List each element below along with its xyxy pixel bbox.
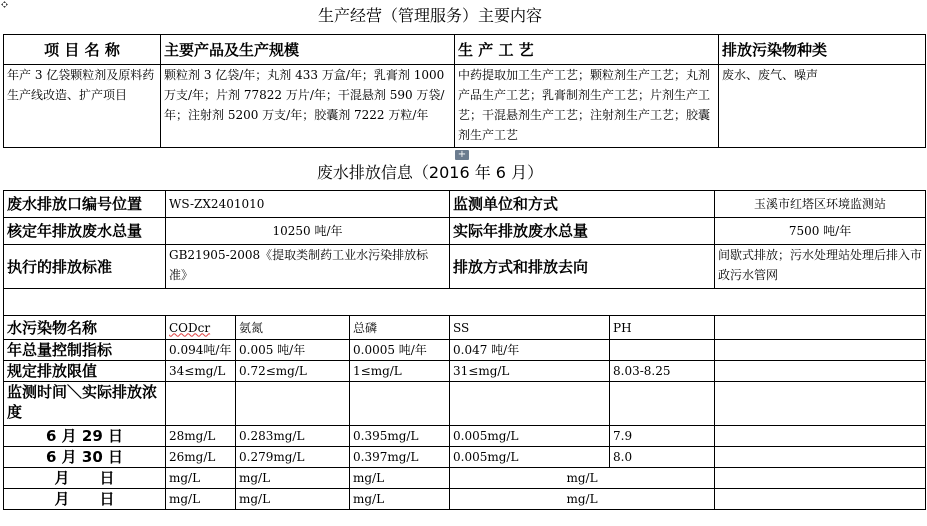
monitor-value: 玉溪市红塔区环境监测站 bbox=[715, 191, 926, 218]
pollutant-codcr: CODcr bbox=[166, 316, 236, 340]
standard-row bbox=[4, 245, 926, 289]
standard-label: 执行的排放标准 bbox=[4, 245, 166, 289]
blank-cell bbox=[4, 289, 926, 316]
method-label: 排放方式和排放去向 bbox=[450, 245, 715, 289]
monitor-label: 监测单位和方式 bbox=[450, 191, 715, 218]
project-name-cell: 年产 3 亿袋颗粒剂及原料药生产线改造、扩产项目 bbox=[4, 65, 161, 148]
approved-volume-value: 10250 吨/年 bbox=[166, 218, 450, 245]
approved-volume-label: 核定年排放废水总量 bbox=[4, 218, 166, 245]
wastewater-table bbox=[3, 190, 926, 510]
process-cell: 中药提取加工生产工艺；颗粒剂生产工艺；丸剂产品生产工艺；乳膏制剂生产工艺；片剂生产工艺；干混悬剂生产工艺；注射剂生产工艺；胶囊剂生产工艺 bbox=[455, 65, 719, 148]
outlet-row bbox=[4, 191, 926, 218]
method-value: 间歇式排放；污水处理站处理后排入市政污水管网 bbox=[715, 245, 926, 289]
limit-row bbox=[4, 361, 926, 382]
limit-codcr: 34≤mg/L bbox=[166, 361, 236, 382]
outlet-label: 废水排放口编号位置 bbox=[4, 191, 166, 218]
measurement-codcr: mg/L bbox=[166, 489, 236, 510]
table-move-handle-icon[interactable]: + bbox=[455, 150, 469, 160]
products-cell: 颗粒剂 3 亿袋/年；丸剂 433 万盒/年；乳膏剂 1000 万支/年；片剂 77822 万片/年；干混悬剂 590 万袋/年；注射剂 5200 万支/年；胶囊剂 7222 万粒/年 bbox=[161, 65, 455, 148]
operations-table bbox=[3, 34, 926, 148]
measurement-ss: mg/L bbox=[450, 489, 715, 510]
quota-ammonia: 0.005 吨/年 bbox=[236, 340, 350, 361]
measurement-date: 6 月 30 日 bbox=[4, 447, 166, 468]
pollutant-ammonia: 氨氮 bbox=[236, 316, 350, 340]
measurement-ss: 0.005mg/L bbox=[450, 426, 610, 447]
header-products: 主要产品及生产规模 bbox=[161, 35, 455, 65]
header-pollutants: 排放污染物种类 bbox=[719, 35, 926, 65]
measurement-ammonia: mg/L bbox=[236, 489, 350, 510]
measurement-phosphorus: mg/L bbox=[350, 489, 450, 510]
measurement-date: 月 日 bbox=[4, 468, 166, 489]
measurement-phosphorus: mg/L bbox=[350, 468, 450, 489]
volume-row bbox=[4, 218, 926, 245]
quota-codcr: 0.094吨/年 bbox=[166, 340, 236, 361]
measurement-date: 6 月 29 日 bbox=[4, 426, 166, 447]
pollutant-name-row bbox=[4, 316, 926, 340]
measurement-codcr: 26mg/L bbox=[166, 447, 236, 468]
pollutant-phosphorus: 总磷 bbox=[350, 316, 450, 340]
actual-volume-label: 实际年排放废水总量 bbox=[450, 218, 715, 245]
quota-phosphorus: 0.0005 吨/年 bbox=[350, 340, 450, 361]
limit-ammonia: 0.72≤mg/L bbox=[236, 361, 350, 382]
monitor-time-row bbox=[4, 382, 926, 426]
measurement-row bbox=[4, 468, 926, 489]
measurement-row bbox=[4, 447, 926, 468]
measurement-codcr: 28mg/L bbox=[166, 426, 236, 447]
measurement-ammonia: 0.283mg/L bbox=[236, 426, 350, 447]
measurement-phosphorus: 0.397mg/L bbox=[350, 447, 450, 468]
quota-ph bbox=[610, 340, 715, 361]
measurement-ammonia: mg/L bbox=[236, 468, 350, 489]
measurement-codcr: mg/L bbox=[166, 468, 236, 489]
pollutant-name-label: 水污染物名称 bbox=[4, 316, 166, 340]
measurement-ph: 7.9 bbox=[610, 426, 715, 447]
monitor-time-label: 监测时间＼实际排放浓度 bbox=[4, 382, 166, 426]
section-title-wastewater: 废水排放信息（2016 年 6 月） bbox=[316, 163, 544, 182]
header-project: 项 目 名 称 bbox=[4, 35, 161, 65]
measurement-ss: mg/L bbox=[450, 468, 715, 489]
measurement-ph: 8.0 bbox=[610, 447, 715, 468]
pollutant-ss: SS bbox=[450, 316, 610, 340]
actual-volume-value: 7500 吨/年 bbox=[715, 218, 926, 245]
limit-phosphorus: 1≤mg/L bbox=[350, 361, 450, 382]
limit-ph: 8.03-8.25 bbox=[610, 361, 715, 382]
outlet-value: WS-ZX2401010 bbox=[166, 191, 450, 218]
section-title-operations: 生产经营（管理服务）主要内容 bbox=[317, 6, 542, 25]
pollutant-types-cell: 废水、废气、噪声 bbox=[719, 65, 926, 148]
limit-ss: 31≤mg/L bbox=[450, 361, 610, 382]
operations-header-row bbox=[4, 35, 926, 65]
quota-label: 年总量控制指标 bbox=[4, 340, 166, 361]
measurement-ss: 0.005mg/L bbox=[450, 447, 610, 468]
measurement-row bbox=[4, 489, 926, 510]
limit-label: 规定排放限值 bbox=[4, 361, 166, 382]
quota-ss: 0.047 吨/年 bbox=[450, 340, 610, 361]
pollutant-ph: PH bbox=[610, 316, 715, 340]
measurement-ammonia: 0.279mg/L bbox=[236, 447, 350, 468]
spacer-row bbox=[4, 289, 926, 316]
header-process: 生 产 工 艺 bbox=[455, 35, 719, 65]
measurement-row bbox=[4, 426, 926, 447]
operations-row bbox=[4, 65, 926, 148]
quota-row bbox=[4, 340, 926, 361]
standard-value: GB21905-2008《提取类制药工业水污染排放标准》 bbox=[166, 245, 450, 289]
measurement-date: 月 日 bbox=[4, 489, 166, 510]
measurement-phosphorus: 0.395mg/L bbox=[350, 426, 450, 447]
